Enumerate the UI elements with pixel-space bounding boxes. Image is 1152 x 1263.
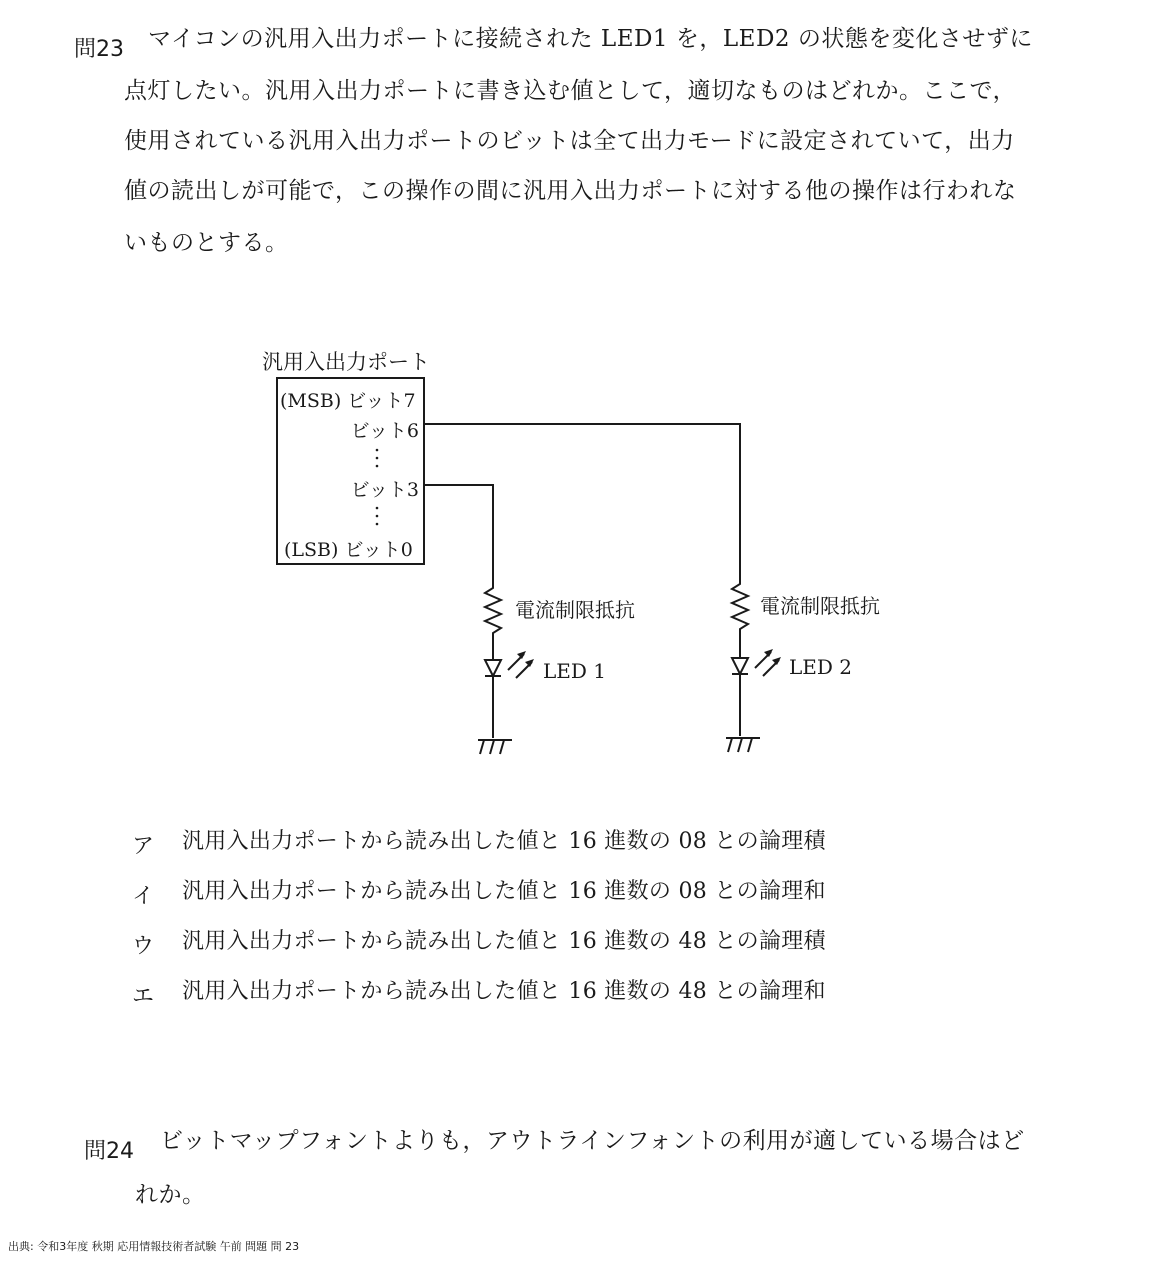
question-23-line-3: 使用されている汎用入出力ポートのビットは全て出力モードに設定されていて，出力 (124, 128, 1015, 154)
resistor-2-label: 電流制限抵抗 (760, 594, 880, 618)
choice-e-label: エ (132, 984, 155, 1009)
question-23-line-1: マイコンの汎用入出力ポートに接続された LED1 を，LED2 の状態を変化させずに (148, 26, 1033, 52)
port-title: 汎用入出力ポート (262, 350, 430, 374)
wire-bit3 (424, 485, 493, 582)
source-footer: 出典: 令和3年度 秋期 応用情報技術者試験 午前 問題 問 23 (8, 1240, 300, 1253)
resistor-1-symbol (485, 582, 501, 656)
choice-u-label: ウ (132, 934, 155, 959)
question-23-line-2: 点灯したい。汎用入出力ポートに書き込む値として，適切なものはどれか。ここで， (124, 78, 1017, 104)
choice-i-label: イ (132, 884, 155, 909)
resistor-2-symbol (732, 578, 748, 654)
choice-a-text: 汎用入出力ポートから読み出した値と 16 進数の 08 との論理積 (182, 829, 826, 854)
bit6-label: ビット6 (350, 420, 419, 442)
led-2-label: LED 2 (789, 655, 852, 679)
bit3-label: ビット3 (350, 479, 419, 501)
choice-u-text: 汎用入出力ポートから読み出した値と 16 進数の 48 との論理積 (182, 929, 826, 954)
choice-a-label: ア (132, 834, 155, 859)
question-24-number: 問24 (84, 1139, 134, 1164)
choice-e-text: 汎用入出力ポートから読み出した値と 16 進数の 48 との論理和 (182, 979, 826, 1004)
bit7-label: (MSB) ビット7 (280, 390, 416, 412)
wire-bit6 (424, 424, 740, 578)
choice-i-text: 汎用入出力ポートから読み出した値と 16 進数の 08 との論理和 (182, 879, 826, 904)
bit0-label: (LSB) ビット0 (284, 539, 413, 561)
led-1-label: LED 1 (543, 659, 606, 683)
question-23-line-4: 値の読出しが可能で，この操作の間に汎用入出力ポートに対する他の操作は行われな (124, 178, 1017, 204)
question-23-number: 問23 (74, 37, 124, 62)
led-1-symbol (485, 660, 501, 676)
led-2-symbol (732, 658, 748, 674)
question-24-line-1: ビットマップフォントよりも，アウトラインフォントの利用が適している場合はど (160, 1128, 1025, 1154)
question-24-line-2: れか。 (135, 1182, 206, 1208)
question-23-line-5: いものとする。 (124, 230, 289, 256)
resistor-1-label: 電流制限抵抗 (515, 598, 635, 622)
